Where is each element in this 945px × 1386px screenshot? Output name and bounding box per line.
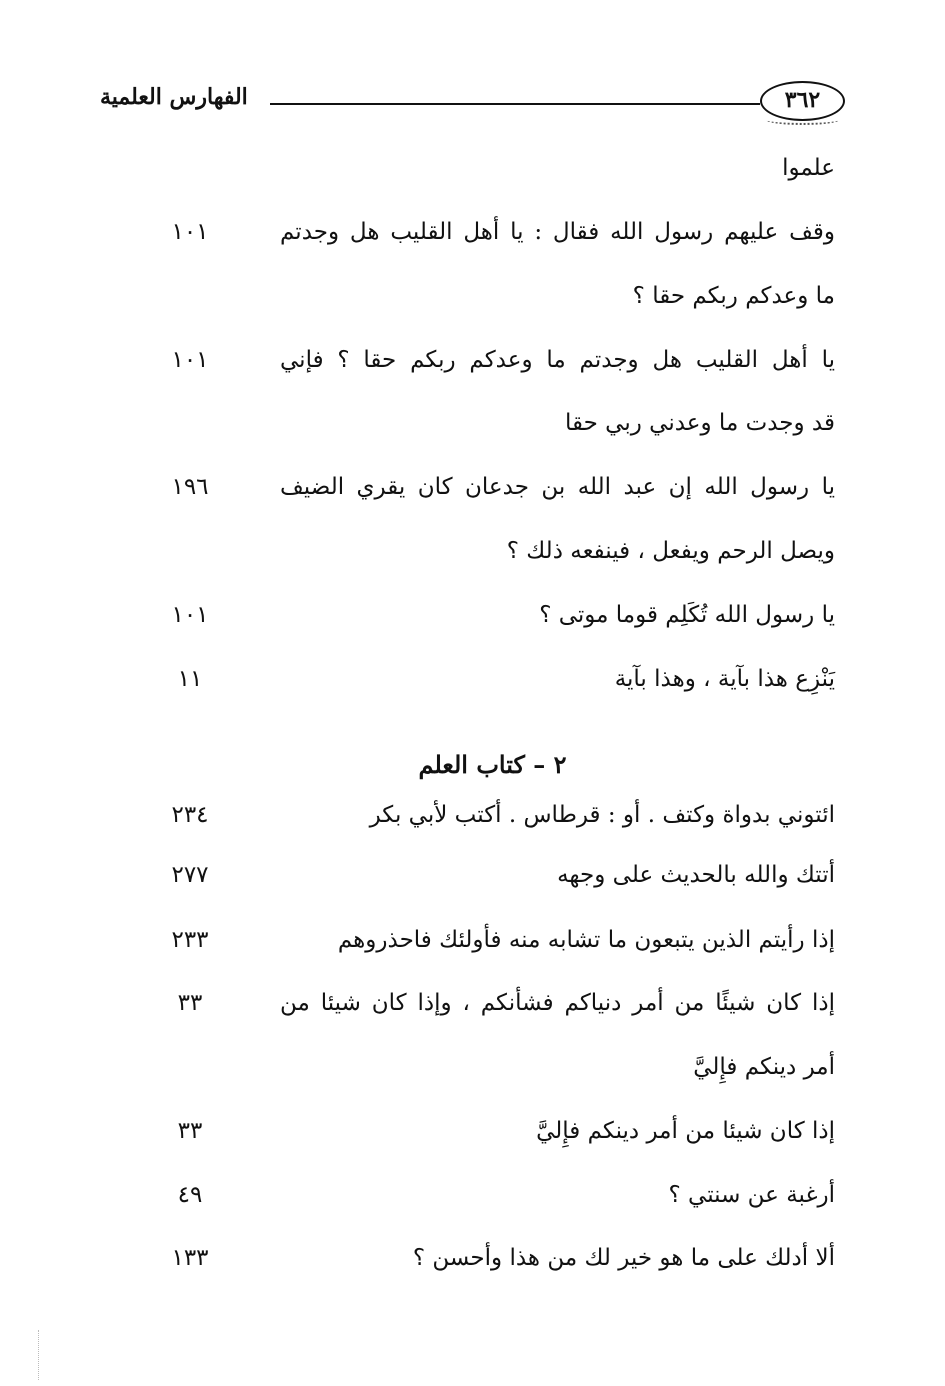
index-entry [160, 1047, 835, 1097]
index-entry [160, 983, 835, 1033]
index-entry [160, 340, 835, 390]
entry-page-ref: ١١ [177, 666, 203, 692]
entry-text: علموا [782, 155, 835, 181]
index-entry [160, 531, 835, 581]
entry-text: قد وجدت ما وعدني ربي حقا [564, 410, 835, 436]
section-heading: ٢ – كتاب العلم [418, 750, 567, 779]
index-entry [160, 1238, 835, 1288]
index-entry [160, 920, 835, 970]
entry-text: يا رسول الله إن عبد الله بن جدعان كان يقري الضيف [280, 474, 835, 500]
entry-text: أتتك والله بالحديث على وجهه [557, 862, 835, 888]
entry-text: إذا كان شيئا من أمر دينكم فإِليَّ [536, 1118, 835, 1144]
index-entry [160, 212, 835, 262]
page-number: ٣٦٢ [784, 87, 821, 113]
index-entry [160, 276, 835, 326]
index-entry [160, 1175, 835, 1225]
index-entry [160, 1111, 835, 1161]
entry-text: وقف عليهم رسول الله فقال : يا أهل القليب هل وجدتم [280, 219, 835, 245]
index-entry [160, 595, 835, 645]
entry-page-ref: ١٣٣ [171, 1245, 209, 1271]
entry-text: ما وعدكم ربكم حقا ؟ [632, 283, 835, 309]
page-number-badge [760, 81, 845, 121]
header-rule [270, 103, 760, 105]
index-entry [160, 855, 835, 905]
entry-page-ref: ٣٣ [177, 990, 203, 1016]
entry-text: ائتوني بدواة وكتف . أو : قرطاس . أكتب لأبي بكر [369, 802, 835, 828]
entry-text: إذا رأيتم الذين يتبعون ما تشابه منه فأولئك فاحذروهم [337, 927, 835, 953]
entry-page-ref: ١٠١ [171, 602, 209, 628]
entry-page-ref: ١٩٦ [171, 474, 209, 500]
index-entry [160, 659, 835, 709]
entry-text: يا رسول الله تُكَلِم قوما موتى ؟ [539, 602, 835, 628]
entry-text: ويصل الرحم ويفعل ، فينفعه ذلك ؟ [506, 538, 835, 564]
entry-text: يَنْزِع هذا بآية ، وهذا بآية [614, 666, 835, 692]
page-header [100, 78, 850, 128]
entry-page-ref: ٢٣٣ [171, 927, 209, 953]
entry-page-ref: ٤٩ [177, 1182, 203, 1208]
entry-page-ref: ٢٧٧ [171, 862, 209, 888]
index-entry [160, 795, 835, 845]
entry-text: أرغبة عن سنتي ؟ [668, 1182, 835, 1208]
running-title: الفهارس العلمية [100, 84, 248, 110]
entry-page-ref: ١٠١ [171, 219, 209, 245]
entry-text: أمر دينكم فإِليَّ [693, 1054, 835, 1080]
entry-text: ألا أدلك على ما هو خير لك من هذا وأحسن ؟ [412, 1245, 835, 1271]
entry-page-ref: ٣٣ [177, 1118, 203, 1144]
entry-page-ref: ٢٣٤ [171, 802, 209, 828]
index-entry [160, 148, 835, 198]
scan-margin-mark [38, 1330, 39, 1380]
entry-text: يا أهل القليب هل وجدتم ما وعدكم ربكم حقا ؟ فإني [280, 347, 835, 373]
index-entry [160, 403, 835, 453]
entry-text: إذا كان شيئًا من أمر دنياكم فشأنكم ، وإذا كان شيئا من [280, 990, 835, 1016]
index-entry [160, 467, 835, 517]
entry-page-ref: ١٠١ [171, 347, 209, 373]
